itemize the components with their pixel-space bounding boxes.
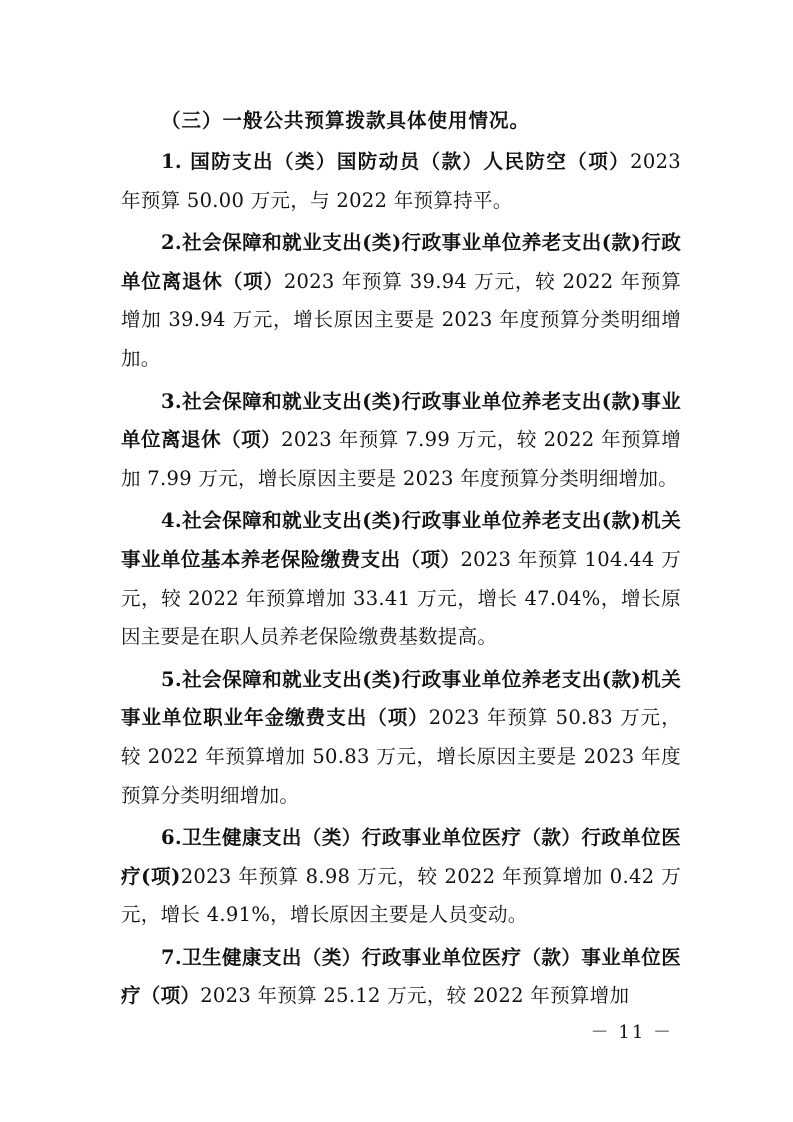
item-body: 2023 年预算 50.83 万元，较 2022 年预算增加 50.83 万元，增长原因主要是 2023 年度预算分类明细增加。	[121, 706, 681, 807]
paragraph-item-4	[121, 502, 681, 656]
item-lead: 4.社会保障和就业支出(类)行政事业单位养老支出(款)机关事业单位基本养老保险缴费支出（项）	[121, 509, 681, 571]
item-lead: 2.社会保障和就业支出(类)行政事业单位养老支出(款)行政单位离退休（项）	[121, 231, 681, 293]
item-body: 2023 年预算 25.12 万元，较 2022 年预算增加	[200, 984, 630, 1008]
item-lead: 3.社会保障和就业支出(类)行政事业单位养老支出(款)事业单位离退休（项）	[121, 389, 681, 452]
paragraph-item-1	[121, 143, 681, 220]
paragraph-item-5	[121, 661, 681, 815]
paragraph-item-6	[121, 819, 681, 935]
item-body: 2023 年预算 39.94 万元，较 2022 年预算增加 39.94 万元，增长原因主要是 2023 年度预算分类明细增加。	[121, 269, 681, 370]
item-body: 2023 年预算 7.99 万元，较 2022 年预算增加 7.99 万元，增长原因主要是 2023 年度预算分类明细增加。	[121, 428, 681, 490]
item-lead: 6.卫生健康支出（类）行政事业单位医疗（款）行政单位医疗(项)	[121, 826, 681, 888]
item-body: 2023 年预算 50.00 万元，与 2022 年预算持平。	[121, 150, 681, 212]
paragraph-item-2	[121, 224, 681, 378]
section-heading: （三）一般公共预算拨款具体使用情况。	[161, 109, 531, 132]
page-number: － 11 －	[590, 1022, 673, 1043]
paragraph-item-3	[121, 383, 681, 499]
item-lead: 7.卫生健康支出（类）行政事业单位医疗（款）事业单位医疗（项）	[121, 945, 681, 1008]
item-lead: 5.社会保障和就业支出(类)行政事业单位养老支出(款)机关事业单位职业年金缴费支出（项）	[121, 667, 681, 730]
item-lead: 1. 国防支出（类）国防动员（款）人民防空（项）	[161, 150, 631, 173]
item-body: 2023 年预算 104.44 万元，较 2022 年预算增加 33.41 万元，增长 47.04%，增长原因主要是在职人员养老保险缴费基数提高。	[121, 547, 681, 649]
page-content	[121, 103, 681, 1020]
paragraph-item-7	[121, 939, 681, 1016]
item-body: 2023 年预算 8.98 万元，较 2022 年预算增加 0.42 万元，增长 4.91%，增长原因主要是人员变动。	[121, 864, 681, 927]
